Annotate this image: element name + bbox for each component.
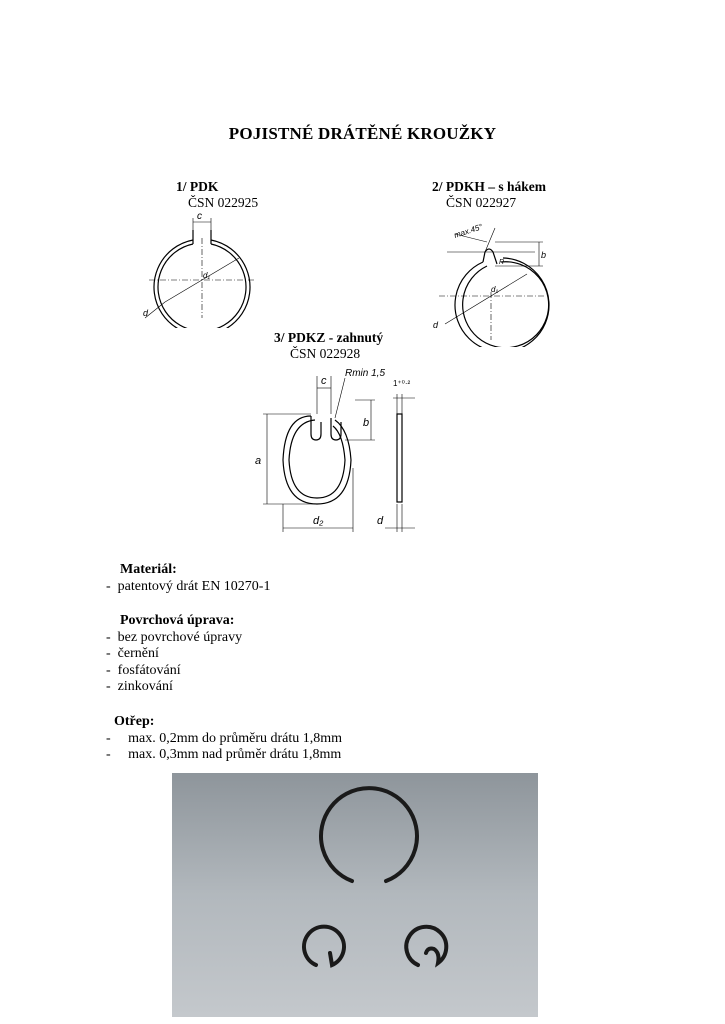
type1-standard: ČSN 022925 [188,195,259,210]
surface-heading: Povrchová úprava: [120,613,235,628]
pdk-drawing [135,208,265,328]
type2-standard: ČSN 022927 [446,195,517,210]
pdk-d1-label: d₁ [203,271,210,280]
list-dash: - [106,630,111,645]
type1-heading: 1/ PDK [176,179,219,194]
surface-item-text: zinkování [117,679,173,694]
list-dash: - [106,646,111,661]
pdkz-a-label: a [255,455,262,467]
pdkz-tol-label: 1⁺⁰·² [393,379,411,388]
burr-heading: Otřep: [114,714,155,729]
list-dash: - [106,731,111,746]
surface-item-text: fosfátování [117,663,181,678]
surface-item [106,646,159,662]
pdkz-d-label: d [377,515,384,527]
pdkh-angle-label: max.45° [452,222,484,240]
list-dash: - [106,579,111,594]
burr-item-text: max. 0,3mm nad průměr drátu 1,8mm [128,747,342,762]
surface-item-text: černění [117,646,159,661]
pdkh-d1-label: d₁ [491,285,498,294]
burr-item [106,747,341,763]
burr-item [106,731,342,747]
pdkh-b-label: b [541,250,547,260]
material-heading: Materiál: [120,562,177,577]
list-dash: - [106,663,111,678]
pdk-d-label: d [143,308,149,318]
burr-item-text: max. 0,2mm do průměru drátu 1,8mm [128,731,343,746]
pdk-c-label: c [197,211,202,222]
type3-standard: ČSN 022928 [290,346,361,361]
pdkz-b-label: b [363,417,370,429]
pdkh-d-label: d [433,320,439,330]
type2-heading: 2/ PDKH – s hákem [432,179,547,194]
rings-photo [172,773,538,1017]
pdkz-d2-label: d₂ [313,515,324,527]
pdkz-c-label: c [321,375,327,387]
page-title: POJISTNÉ DRÁTĚNÉ KROUŽKY [228,124,497,143]
pdkh-drawing [425,212,555,347]
pdkz-rmin-label: Rmin 1,5 [345,368,386,379]
list-dash: - [106,679,111,694]
pdkh-r-label: R [499,259,505,266]
pdkz-drawing [245,364,425,534]
surface-item [106,630,242,646]
surface-item-text: bez povrchové úpravy [117,630,243,645]
list-dash: - [106,747,111,762]
material-item-text: patentový drát EN 10270-1 [117,579,271,594]
type3-heading: 3/ PDKZ - zahnutý [274,330,384,345]
material-item [106,579,270,595]
surface-item [106,679,173,695]
surface-item [106,663,181,679]
